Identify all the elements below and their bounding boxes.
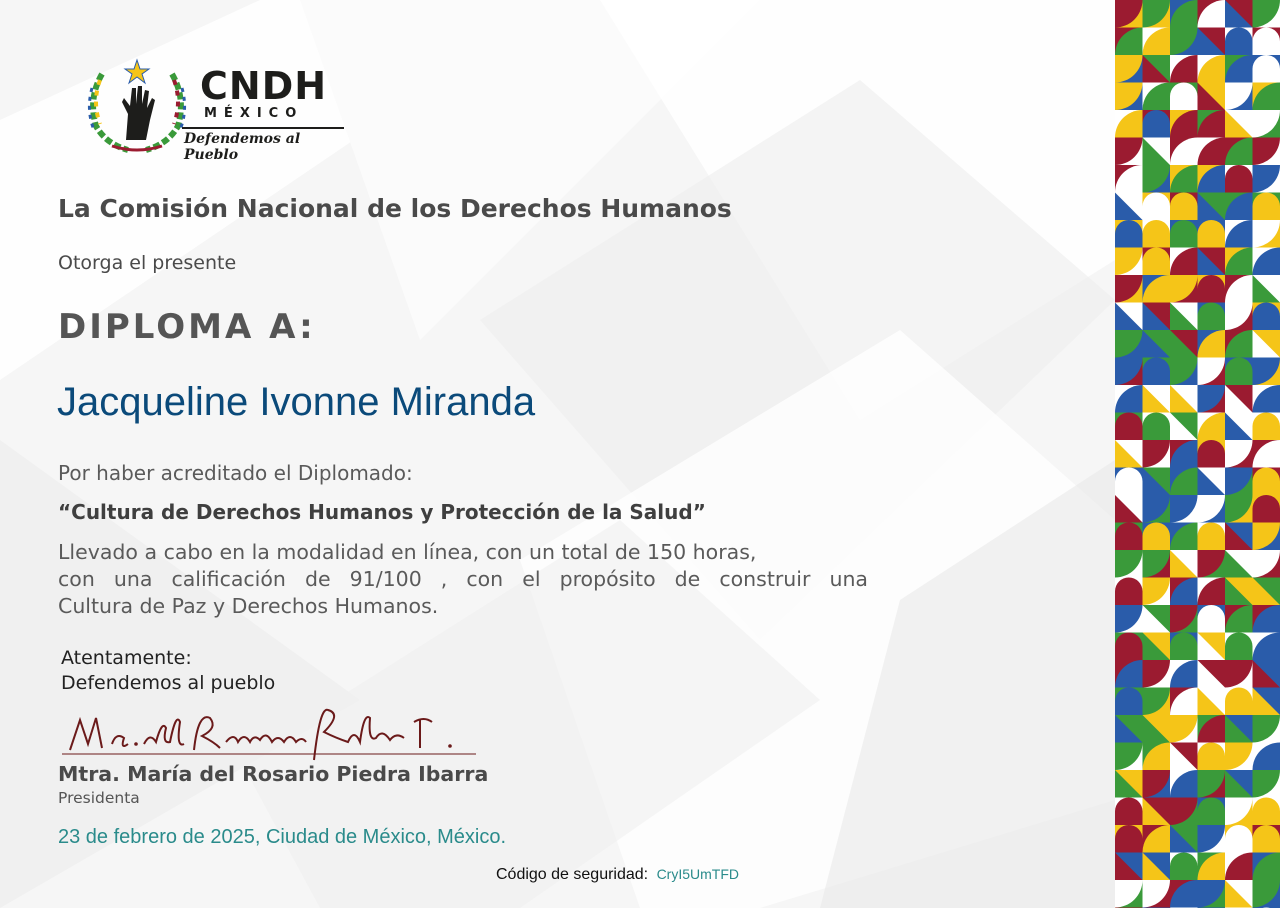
issuer-title: La Comisión Nacional de los Derechos Humanos [58, 194, 732, 223]
logo-divider [182, 127, 344, 129]
signer-role: Presidenta [58, 789, 140, 807]
pattern-shape [1198, 523, 1226, 550]
logo-emblem [82, 58, 192, 158]
pattern-shape [1143, 193, 1171, 220]
pattern-shape [1225, 688, 1253, 716]
pattern-shape [1253, 798, 1280, 826]
pattern-shape [1115, 798, 1143, 825]
closing [61, 646, 275, 696]
pattern-shape [1225, 358, 1253, 386]
pattern-shape [1198, 743, 1226, 770]
security-code-value: CryI5UmTFD [656, 866, 739, 882]
pattern-shape [1143, 110, 1171, 137]
pattern-shape [1170, 220, 1198, 248]
pattern-shape [1253, 495, 1280, 523]
course-title: “Cultura de Derechos Humanos y Protección de la Salud” [58, 500, 706, 524]
pattern-shape [1115, 825, 1143, 852]
pattern-shape [1253, 303, 1280, 331]
certificate-body [58, 539, 868, 620]
pattern-shape [1253, 412, 1280, 440]
body-line: Cultura de Paz y Derechos Humanos. [58, 594, 439, 618]
security-code-label: Código de seguridad: [496, 866, 649, 883]
date-place: 23 de febrero de 2025, Ciudad de México, México. [58, 826, 507, 848]
pattern-shape [1143, 248, 1171, 275]
closing-slogan: Defendemos al pueblo [61, 672, 276, 694]
pattern-shape [1143, 523, 1171, 550]
pattern-shape [1115, 220, 1143, 247]
pattern-shape [1225, 28, 1253, 56]
pattern-shape [1225, 633, 1253, 661]
pattern-shape [1115, 468, 1143, 495]
recipient-name: Jacqueline Ivonne Miranda [57, 380, 536, 424]
cndh-logo [82, 58, 352, 163]
pattern-shape [1115, 633, 1143, 660]
pattern-shape [1198, 605, 1226, 632]
pattern-shape [1198, 440, 1226, 467]
pattern-shape [1198, 220, 1226, 247]
logo-country: MÉXICO [204, 106, 304, 121]
signer-name: Mtra. María del Rosario Piedra Ibarra [58, 762, 489, 786]
pattern-shape [1115, 413, 1143, 440]
pattern-shape [1143, 358, 1171, 385]
pattern-shape [1253, 193, 1280, 221]
decorative-pattern [1115, 0, 1280, 908]
pattern-shape [1198, 303, 1226, 330]
pattern-shape [1225, 825, 1253, 853]
diploma-heading: DIPLOMA A: [58, 307, 316, 347]
body-line: Llevado a cabo en la modalidad en línea, con un total de 150 horas, [58, 540, 757, 564]
pattern-shape [1198, 798, 1226, 825]
pattern-shape [1253, 468, 1280, 496]
logo-slogan: Defendemos al Pueblo [184, 131, 301, 163]
pattern-shape [1143, 413, 1171, 440]
pattern-shape [1170, 193, 1198, 221]
pattern-shape [1253, 28, 1280, 56]
closing-regards: Atentamente: [61, 647, 192, 669]
pattern-shape [1115, 688, 1143, 715]
geometric-pattern [1115, 0, 1280, 908]
pattern-shape [1170, 633, 1198, 661]
pattern-shape [1253, 55, 1280, 83]
accredited-text: Por haber acreditado el Diplomado: [58, 461, 413, 485]
body-line: con una calificación de 91/100 , con el propósito de construir una [58, 567, 868, 591]
pattern-shape [1170, 83, 1198, 111]
pattern-shape [1253, 825, 1280, 853]
grants-text: Otorga el presente [58, 252, 237, 274]
pattern-shape [1115, 523, 1143, 550]
pattern-shape [1115, 578, 1143, 605]
pattern-shape [1143, 220, 1171, 247]
pattern-shape [1198, 275, 1226, 302]
logo-name: CNDH [200, 64, 328, 108]
signature [58, 698, 478, 762]
security-code [496, 866, 739, 884]
pattern-shape [1170, 852, 1198, 880]
pattern-shape [1225, 165, 1253, 193]
